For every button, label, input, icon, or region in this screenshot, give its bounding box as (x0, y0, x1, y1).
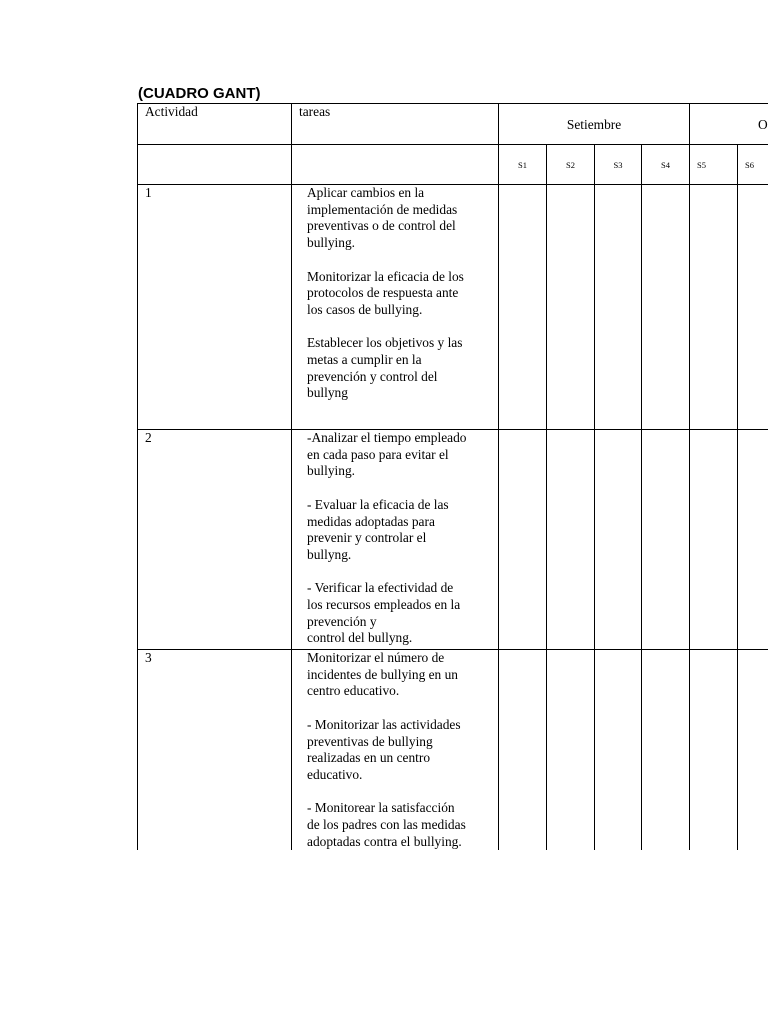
activity-number: 2 (145, 430, 152, 445)
task-line: incidentes de bullying en un (307, 666, 458, 682)
task-line: medidas adoptadas para (307, 513, 435, 529)
activity-cell (138, 185, 292, 430)
task-line: los recursos empleados en la (307, 597, 461, 612)
task-line: -Analizar el tiempo empleado (307, 430, 467, 445)
week-label-s3: S3 (595, 145, 642, 185)
week-cell-s2 (547, 650, 595, 851)
task-line: Monitorizar la eficacia de los (307, 268, 464, 284)
table-row (138, 650, 768, 851)
task-line: - Evaluar la eficacia de las (307, 496, 449, 512)
task-item (307, 717, 494, 784)
week-cell-s4 (642, 185, 690, 430)
task-item (307, 335, 494, 402)
task-line: preventivas o de control del (307, 218, 456, 234)
activity-cell (138, 430, 292, 650)
week-header-row (138, 145, 768, 185)
document-title: (CUADRO GANT) (138, 85, 261, 102)
tasks-list (292, 185, 498, 402)
task-item (307, 269, 494, 319)
task-line: en cada paso para evitar el (307, 446, 449, 462)
header-tareas (292, 104, 499, 145)
tasks-cell (292, 650, 499, 851)
task-item (307, 580, 494, 647)
task-item (307, 430, 494, 480)
week-label-s4: S4 (642, 145, 690, 185)
task-item (307, 185, 494, 252)
tasks-cell (292, 185, 499, 430)
task-line: protocolos de respuesta ante (307, 285, 459, 301)
week-cell-s4 (642, 430, 690, 650)
week-cell-s6 (738, 185, 768, 430)
task-line: prevención y (307, 613, 377, 629)
week-cell-s5 (690, 650, 738, 851)
task-line: de los padres con las medidas (307, 817, 466, 832)
task-line: metas a cumplir en la (307, 352, 422, 367)
week-cell-s5 (690, 185, 738, 430)
week-row-tareas-empty (292, 145, 499, 185)
week-cell-s2 (547, 430, 595, 650)
task-line: prevención y control del (307, 368, 438, 384)
header-actividad (138, 104, 292, 145)
header-tareas-label: tareas (299, 104, 331, 119)
header-actividad-label: Actividad (145, 104, 198, 119)
task-line: adoptadas contra el bullying. (307, 833, 462, 849)
task-line: educativo. (307, 766, 363, 782)
month-header-octubre (690, 104, 768, 145)
week-label-s6: S6 (738, 145, 768, 185)
task-line: los casos de bullying. (307, 301, 423, 317)
task-line: preventivas de bullying (307, 733, 433, 749)
task-line: bullying. (307, 463, 355, 479)
tasks-list (292, 650, 498, 850)
task-line: prevenir y controlar el (307, 530, 427, 546)
week-row-actividad-empty (138, 145, 292, 185)
gantt-chart-table (137, 103, 768, 850)
month-label-setiembre: Setiembre (566, 116, 622, 132)
week-cell-s6 (738, 430, 768, 650)
tasks-list (292, 430, 498, 647)
week-cell-s3 (595, 430, 642, 650)
activity-number: 3 (145, 650, 152, 665)
task-line: - Monitorizar las actividades (307, 716, 461, 732)
week-cell-s5 (690, 430, 738, 650)
activity-number: 1 (145, 185, 152, 200)
task-line: bullyng (307, 385, 348, 401)
week-cell-s3 (595, 650, 642, 851)
task-line: Monitorizar el número de (307, 650, 445, 665)
tasks-cell (292, 430, 499, 650)
week-label-s2: S2 (547, 145, 595, 185)
task-line: bullyng. (307, 546, 352, 562)
task-line: implementación de medidas (307, 201, 458, 217)
table-row (138, 185, 768, 430)
month-label-octubre: O (758, 116, 768, 132)
gantt-table (137, 103, 768, 850)
week-cell-s6 (738, 650, 768, 851)
header-row (138, 104, 768, 145)
task-line: centro educativo. (307, 683, 400, 699)
task-line: - Monitorear la satisfacción (307, 800, 455, 816)
task-item (307, 650, 494, 700)
week-cell-s1 (499, 650, 547, 851)
week-cell-s4 (642, 650, 690, 851)
week-cell-s3 (595, 185, 642, 430)
week-label-s5: S5 (690, 145, 738, 185)
task-line: Establecer los objetivos y las (307, 335, 463, 351)
task-line: control del bullyng. (307, 630, 413, 646)
task-line: bullying. (307, 235, 355, 251)
task-item (307, 497, 494, 564)
table-row (138, 430, 768, 650)
activity-cell (138, 650, 292, 851)
week-cell-s1 (499, 430, 547, 650)
task-line: Aplicar cambios en la (307, 185, 425, 200)
task-line: realizadas en un centro (307, 750, 431, 766)
week-cell-s2 (547, 185, 595, 430)
task-item (307, 800, 494, 850)
week-cell-s1 (499, 185, 547, 430)
month-header-setiembre (499, 104, 690, 145)
task-line: - Verificar la efectividad de (307, 580, 454, 596)
week-label-s1: S1 (499, 145, 547, 185)
